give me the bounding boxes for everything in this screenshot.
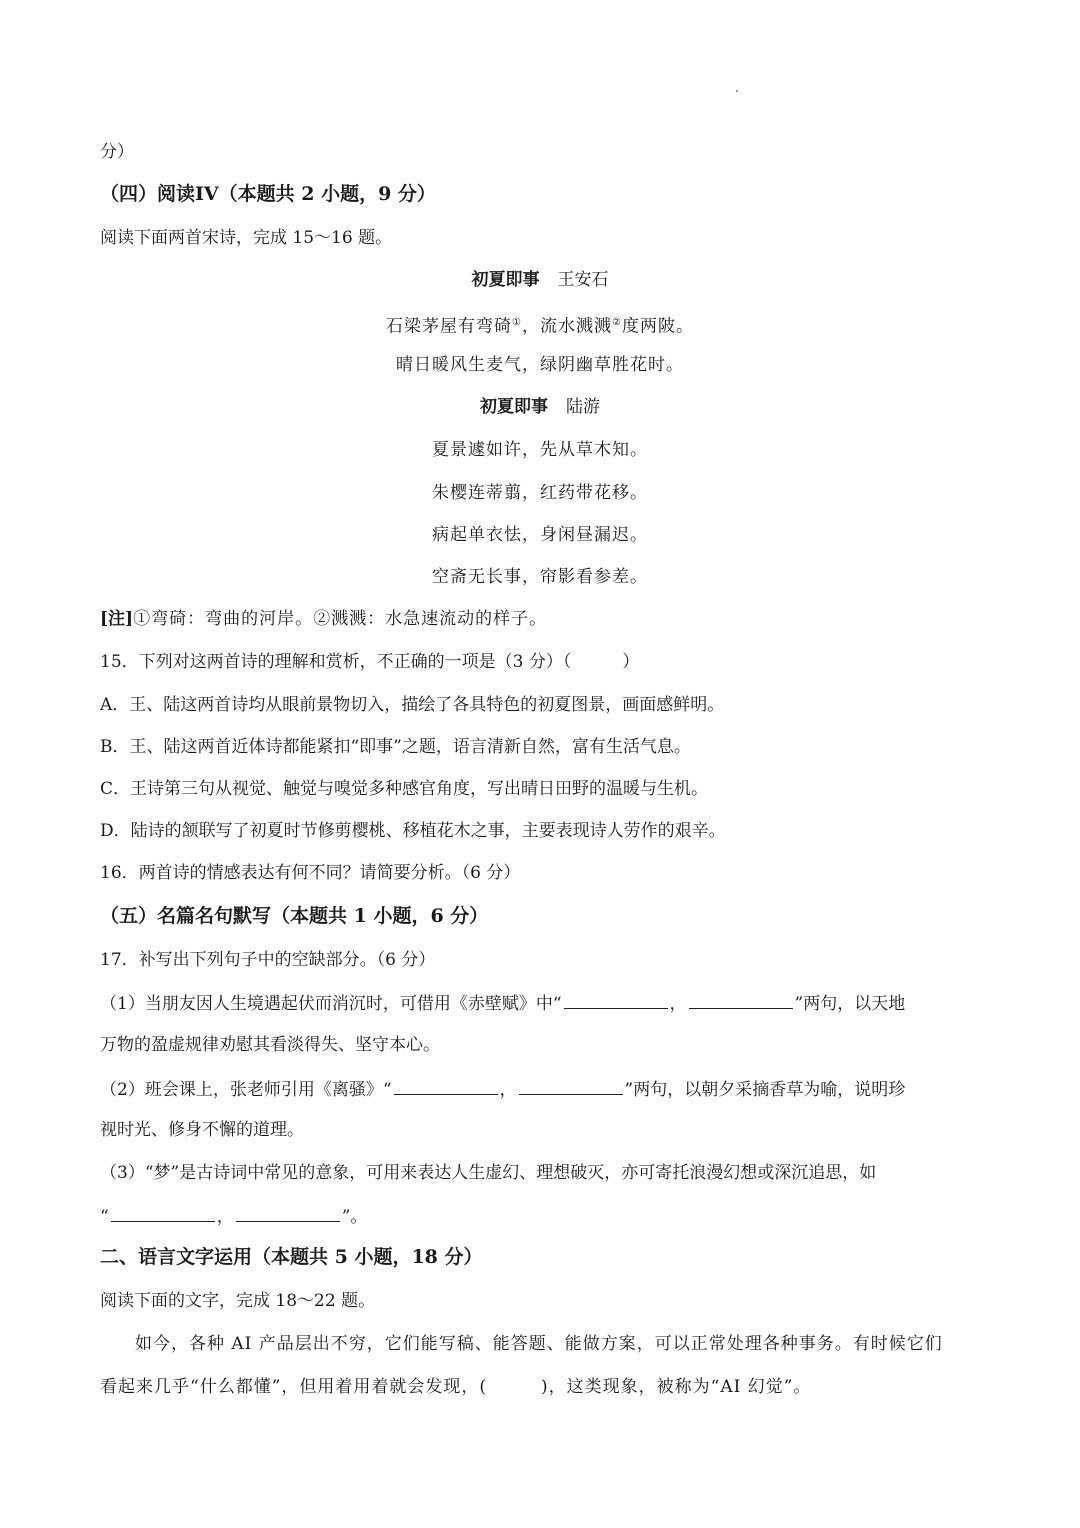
poem2-title-line bbox=[0, 395, 1080, 419]
question-15-option-d: D．陆诗的颔联写了初夏时节修剪樱桃、移植花木之事，主要表现诗人劳作的艰辛。 bbox=[100, 821, 726, 841]
section-4-intro: 阅读下面两首宋诗，完成 15～16 题。 bbox=[100, 228, 393, 248]
question-17-part-1: （1）当朋友因人生境遇起伏而消沉时，可借用《赤壁赋》中“ ， ”两句，以天地 bbox=[100, 990, 905, 1016]
passage-line-2: 看起来几乎“什么都懂”，但用着用着就会发现，( )，这类现象，被称为“AI 幻觉”。 bbox=[100, 1377, 812, 1397]
answer-blank[interactable] bbox=[519, 1076, 623, 1095]
scan-dot bbox=[736, 90, 738, 92]
question-17-part-2: （2）班会课上，张老师引用《离骚》“ ， ”两句，以朝夕采摘香草为喻，说明珍 bbox=[100, 1076, 905, 1102]
answer-blank[interactable] bbox=[689, 990, 793, 1009]
poem1-line-1: 石梁茅屋有弯碕①，流水溅溅②度两陂。 bbox=[386, 316, 694, 337]
question-17-part-3-cont: “ ， ”。 bbox=[100, 1203, 367, 1229]
section-4-heading: （四）阅读IV（本题共 2 小题，9 分） bbox=[100, 183, 436, 205]
poem2-author: 陆游 bbox=[566, 397, 600, 417]
question-17-part-2-cont: 视时光、修身不懈的道理。 bbox=[100, 1120, 304, 1140]
part-2-intro: 阅读下面的文字，完成 18～22 题。 bbox=[100, 1291, 376, 1311]
part-2-heading: 二、语言文字运用（本题共 5 小题，18 分） bbox=[100, 1246, 483, 1268]
passage-line-1: 如今，各种 AI 产品层出不穷，它们能写稿、能答题、能做方案，可以正常处理各种事务。有时候它们 bbox=[135, 1334, 943, 1354]
question-17-part-1-cont: 万物的盈虚规律劝慰其看淡得失、坚守本心。 bbox=[100, 1035, 440, 1055]
question-16: 16．两首诗的情感表达有何不同？请简要分析。（6 分） bbox=[100, 863, 521, 883]
poem2-line-4: 空斋无长事，帘影看参差。 bbox=[432, 567, 648, 587]
section-5-heading: （五）名篇名句默写（本题共 1 小题，6 分） bbox=[100, 905, 489, 927]
question-17-stem: 17．补写出下列句子中的空缺部分。（6 分） bbox=[100, 950, 436, 970]
question-15-stem: 15．下列对这两首诗的理解和赏析，不正确的一项是（3 分）（ ） bbox=[100, 652, 640, 672]
question-17-part-3: （3）“梦”是古诗词中常见的意象，可用来表达人生虚幻、理想破灭，亦可寄托浪漫幻想或深沉追思，如 bbox=[100, 1163, 877, 1183]
answer-blank[interactable] bbox=[111, 1203, 215, 1222]
answer-blank[interactable] bbox=[236, 1203, 340, 1222]
answer-blank[interactable] bbox=[564, 990, 668, 1009]
poem2-line-1: 夏景遽如许，先从草木知。 bbox=[432, 440, 648, 460]
poem2-title: 初夏即事 bbox=[480, 397, 548, 417]
question-15-option-b: B．王、陆这两首近体诗都能紧扣“即事”之题，语言清新自然，富有生活气息。 bbox=[100, 737, 691, 757]
answer-blank[interactable] bbox=[394, 1076, 498, 1095]
poem2-line-2: 朱樱连蒂翦，红药带花移。 bbox=[432, 483, 648, 503]
continued-text: 分） bbox=[100, 142, 134, 162]
question-15-option-a: A．王、陆这两首诗均从眼前景物切入，描绘了各具特色的初夏图景，画面感鲜明。 bbox=[100, 695, 725, 715]
annotation-note: [注]①弯碕：弯曲的河岸。②溅溅：水急速流动的样子。 bbox=[100, 609, 548, 629]
poem2-line-3: 病起单衣怯，身闲昼漏迟。 bbox=[432, 525, 648, 545]
poem1-line-2: 晴日暖风生麦气，绿阴幽草胜花时。 bbox=[396, 355, 684, 375]
poem1-title: 初夏即事 bbox=[471, 270, 540, 290]
poem1-title-line bbox=[0, 268, 1080, 292]
poem1-author: 王安石 bbox=[557, 270, 609, 290]
question-15-option-c: C．王诗第三句从视觉、触觉与嗅觉多种感官角度，写出晴日田野的温暖与生机。 bbox=[100, 779, 709, 799]
